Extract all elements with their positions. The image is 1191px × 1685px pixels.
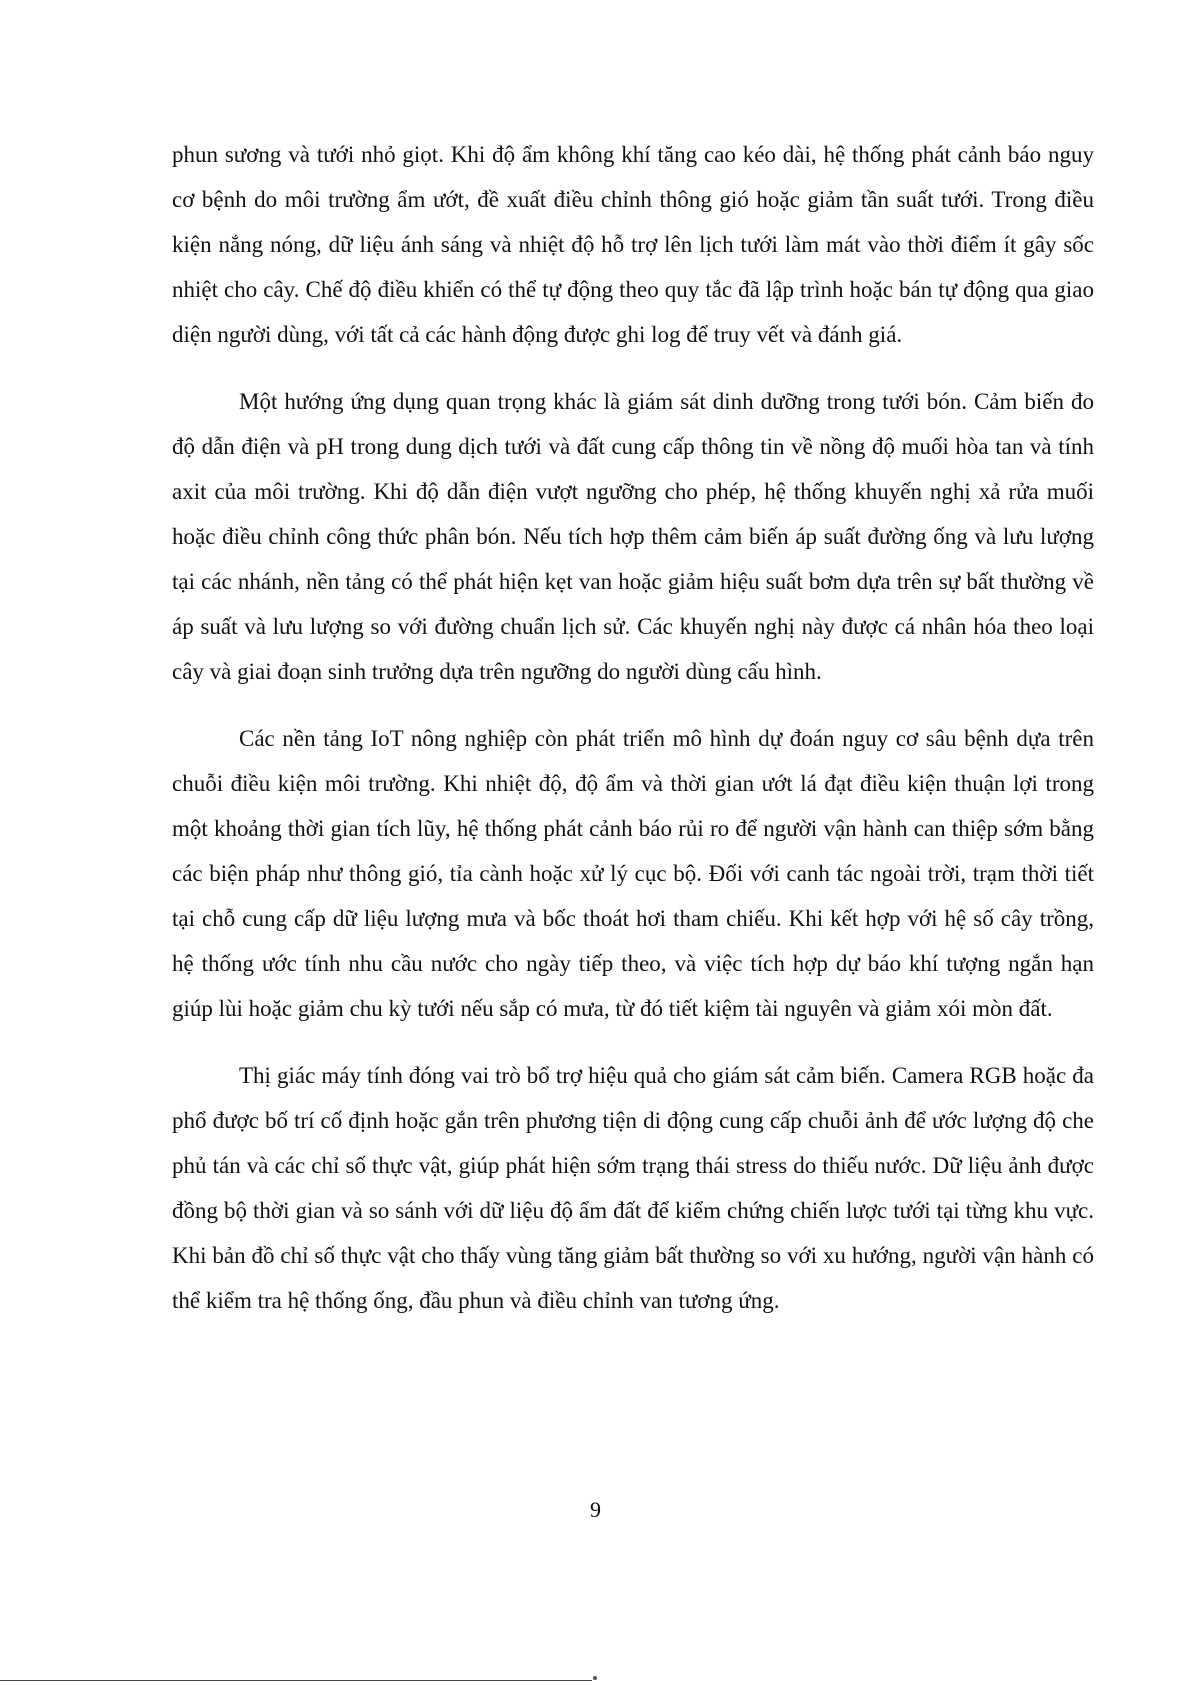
page-number: 9 [590, 1497, 601, 1522]
body-text [172, 132, 1094, 1323]
paragraph-computer-vision: Thị giác máy tính đóng vai trò bổ trợ hiệu quả cho giám sát cảm biến. Camera RGB hoặc đa phổ được bố trí cố định hoặc gắn trên phương tiện di động cung cấp chuỗi ảnh để ước lượng độ che phủ tán và các chỉ số thực vật, giúp phát hiện sớm trạng thái stress do thiếu nước. Dữ liệu ảnh được đồng bộ thời gian và so sánh với dữ liệu độ ẩm đất để kiểm chứng chiến lược tưới tại từng khu vực. Khi bản đồ chỉ số thực vật cho thấy vùng tăng giảm bất thường so với xu hướng, người vận hành có thể kiểm tra hệ thống ống, đầu phun và điều chỉnh van tương ứng. [172, 1063, 1094, 1313]
footer-rule [0, 1680, 592, 1681]
paragraph-continued: phun sương và tưới nhỏ giọt. Khi độ ẩm không khí tăng cao kéo dài, hệ thống phát cảnh báo nguy cơ bệnh do môi trường ẩm ướt, đề xuất điều chỉnh thông gió hoặc giảm tần suất tưới. Trong điều kiện nắng nóng, dữ liệu ánh sáng và nhiệt độ hỗ trợ lên lịch tưới làm mát vào thời điểm ít gây sốc nhiệt cho cây. Chế độ điều khiển có thể tự động theo quy tắc đã lập trình hoặc bán tự động qua giao diện người dùng, với tất cả các hành động được ghi log để truy vết và đánh giá. [172, 142, 1094, 347]
footer-rule-mark [593, 1676, 597, 1680]
paragraph-nutrient-monitoring: Một hướng ứng dụng quan trọng khác là giám sát dinh dưỡng trong tưới bón. Cảm biến đo độ dẫn điện và pH trong dung dịch tưới và đất cung cấp thông tin về nồng độ muối hòa tan và tính axit của môi trường. Khi độ dẫn điện vượt ngưỡng cho phép, hệ thống khuyến nghị xả rửa muối hoặc điều chỉnh công thức phân bón. Nếu tích hợp thêm cảm biến áp suất đường ống và lưu lượng tại các nhánh, nền tảng có thể phát hiện kẹt van hoặc giảm hiệu suất bơm dựa trên sự bất thường về áp suất và lưu lượng so với đường chuẩn lịch sử. Các khuyến nghị này được cá nhân hóa theo loại cây và giai đoạn sinh trưởng dựa trên ngưỡng do người dùng cấu hình. [172, 389, 1094, 684]
paragraph-pest-prediction: Các nền tảng IoT nông nghiệp còn phát triển mô hình dự đoán nguy cơ sâu bệnh dựa trên chuỗi điều kiện môi trường. Khi nhiệt độ, độ ẩm và thời gian ướt lá đạt điều kiện thuận lợi trong một khoảng thời gian tích lũy, hệ thống phát cảnh báo rủi ro để người vận hành can thiệp sớm bằng các biện pháp như thông gió, tỉa cành hoặc xử lý cục bộ. Đối với canh tác ngoài trời, trạm thời tiết tại chỗ cung cấp dữ liệu lượng mưa và bốc thoát hơi tham chiếu. Khi kết hợp với hệ số cây trồng, hệ thống ước tính nhu cầu nước cho ngày tiếp theo, và việc tích hợp dự báo khí tượng ngắn hạn giúp lùi hoặc giảm chu kỳ tưới nếu sắp có mưa, từ đó tiết kiệm tài nguyên và giảm xói mòn đất. [172, 726, 1094, 1021]
